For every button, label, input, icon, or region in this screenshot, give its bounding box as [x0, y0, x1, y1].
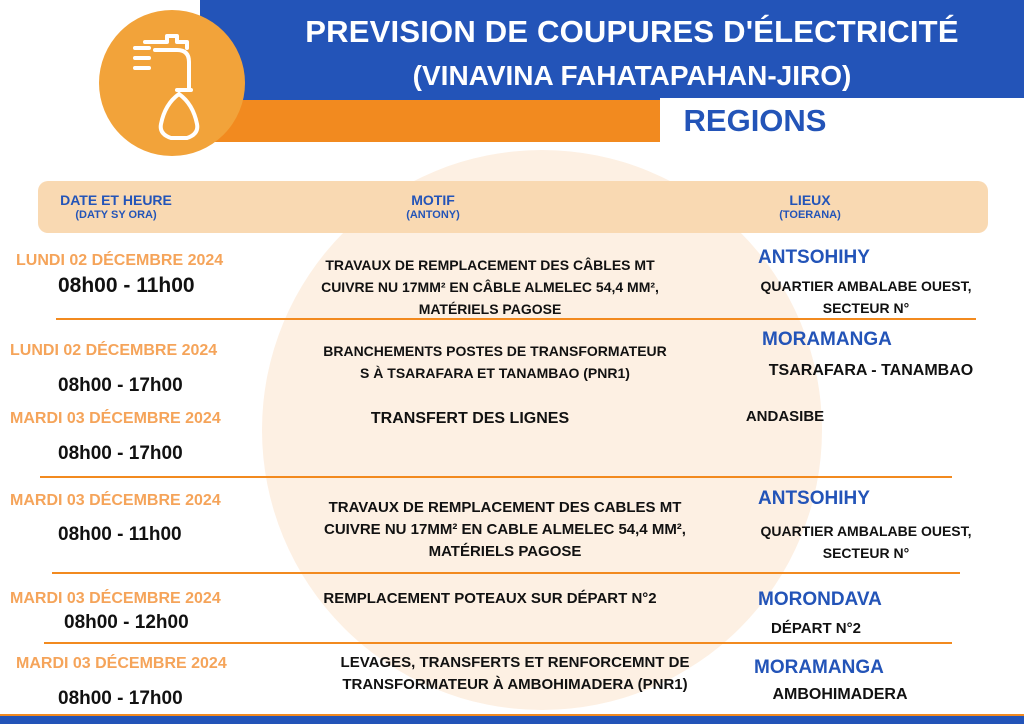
row-5-city: MORONDAVA	[758, 589, 882, 610]
row-3-motif: TRANSFERT DES LIGNES	[370, 410, 570, 427]
column-motif: MOTIF (ANTONY)	[406, 192, 460, 221]
row-5-date: MARDI 03 DÉCEMBRE 2024	[10, 590, 221, 607]
row-4-time: 08h00 - 11h00	[58, 524, 182, 545]
section-label: REGIONS	[683, 103, 827, 138]
row-2-date: LUNDI 02 DÉCEMBRE 2024	[10, 342, 218, 359]
row-5-time: 08h00 - 12h00	[64, 612, 189, 633]
row-4-city: ANTSOHIHY	[758, 488, 870, 509]
row-5-place: DÉPART N°2	[771, 620, 861, 637]
row-separator	[52, 572, 960, 574]
watermark-circle	[262, 150, 822, 710]
row-2-motif: BRANCHEMENTS POSTES DE TRANSFORMATEUR S À TSARAFARA ET TANAMBAO (PNR1)	[323, 343, 667, 381]
water-tap-icon	[99, 10, 245, 156]
logo	[99, 10, 245, 156]
page-title: PREVISION DE COUPURES D'ÉLECTRICITÉ	[305, 14, 959, 49]
row-separator	[56, 318, 976, 320]
row-6-date: MARDI 03 DÉCEMBRE 2024	[16, 655, 227, 672]
row-5-motif: REMPLACEMENT POTEAUX SUR DÉPART N°2	[323, 590, 657, 607]
row-3-place: ANDASIBE	[745, 408, 825, 425]
page-subtitle: (VINAVINA FAHATAPAHAN-JIRO)	[412, 60, 852, 91]
row-6-city: MORAMANGA	[754, 657, 884, 678]
row-6-time: 08h00 - 17h00	[58, 688, 183, 709]
row-3-date: MARDI 03 DÉCEMBRE 2024	[10, 410, 221, 427]
row-1-date: LUNDI 02 DÉCEMBRE 2024	[16, 252, 224, 269]
row-2-time: 08h00 - 17h00	[58, 375, 183, 396]
row-4-date: MARDI 03 DÉCEMBRE 2024	[10, 492, 221, 509]
row-separator	[44, 642, 952, 644]
row-3-time: 08h00 - 17h00	[58, 443, 183, 464]
column-date: DATE ET HEURE (DATY SY ORA)	[60, 192, 172, 221]
row-1-city: ANTSOHIHY	[758, 247, 870, 268]
row-4-place: QUARTIER AMBALABE OUEST, SECTEUR N°	[760, 523, 972, 561]
row-2-place: TSARAFARA - TANAMBAO	[768, 362, 974, 379]
column-lieux: LIEUX (TOERANA)	[779, 192, 841, 221]
row-2-city: MORAMANGA	[762, 329, 892, 350]
row-6-place: AMBOHIMADERA	[772, 686, 908, 703]
row-separator	[40, 476, 952, 478]
row-1-place: QUARTIER AMBALABE OUEST, SECTEUR N°	[760, 278, 972, 316]
row-1-time: 08h00 - 11h00	[58, 274, 195, 297]
row-1-motif: TRAVAUX DE REMPLACEMENT DES CÂBLES MT CUIVRE NU 17MM² EN CÂBLE ALMELEC 54,4 MM², MATÉRIELS PAGOSE	[321, 257, 659, 317]
footer-blue-band	[0, 716, 1024, 724]
row-4-motif: TRAVAUX DE REMPLACEMENT DES CABLES MT CUIVRE NU 17MM² EN CABLE ALMELEC 54,4 MM², MATÉRIELS PAGOSE	[324, 499, 686, 560]
row-6-motif: LEVAGES, TRANSFERTS ET RENFORCEMNT DE TRANSFORMATEUR À AMBOHIMADERA (PNR1)	[340, 654, 690, 693]
